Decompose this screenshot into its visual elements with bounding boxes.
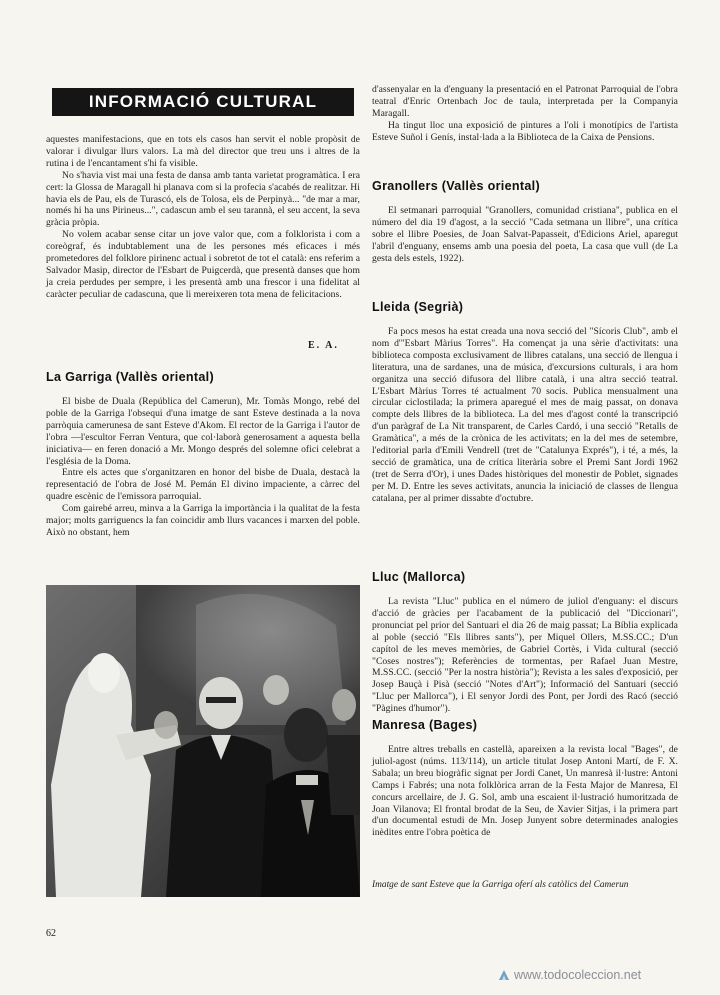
left-intro	[46, 134, 360, 301]
body-paragraph: Fa pocs mesos ha estat creada una nova secció del "Sícoris Club", amb el nom d'"Esbart Màrius Torres". Ha començat ja una sèrie d'activitats: una biblioteca composta exclusivament de llibres catalans, una secció de llengua i literatura, una de sardanes, una de música, d'excursions culturals, i ara hom organitza una secció difusora del llibre català, i una altra secció teatral. L'Esbart Màrius Torres té actualment 70 socis. Publica mensualment una circular ciclostilada; la primera aparegué el mes de maig passat, on donava compte dels llibres de la biblioteca. La del mes d'agost conté la transcripció d'un paràgraf de La Nit transparent, de Carles Cardó, i una secció "Retalls de Gramàtica", a més de la crònica de les activitats; en la del mes de setembre, l'editorial parla d'Emili Vendrell (tret de "Catalunya Exprés"), i té, a més, la secció de gramàtica, una de crítica literària sobre el Premi Sant Jordi 1962 (tret de Serra d'Or), i unes Dades històriques del monestir de Poblet, signades per M. D. Entre les seves activitats, anuncia la iniciació de classes de llengua catalana, per al primer dissabte d'octubre.	[372, 326, 678, 504]
body-paragraph: La revista "Lluc" publica en el número de juliol d'enguany: el discurs d'acció de gràcies per l'acabament de la publicació del "Diccionari", pronunciat pel prior del Santuari el dia 26 de maig passat; La Bíblia explicada al poble (secció "Els llibres sants"), per Miquel Ollers, M.SS.CC.; D'un capítol de les meves memòries, de Gabriel Cortès, i Vida cultural (secció "Coses nostres"); Referències de tormentas, per Rafael Juan Mestre, M.SS.CC. (secció "Per la nostra història"); Revista a les sales d'exposició, per Josep Bauçà i Pisà (secció "Notes d'Art"); Informació del Santuari (secció "Lluc per Mallorca"), i El senyor Jordi des Pont, per Jordi des Racó (secció "Pàgines d'humor").	[372, 596, 678, 715]
photo-caption: Imatge de sant Esteve que la Garriga oferí als catòlics del Camerun	[372, 880, 629, 890]
heading-lluc: Lluc (Mallorca)	[372, 570, 466, 584]
right-intro	[372, 84, 678, 144]
site-watermark	[497, 968, 641, 982]
heading-lleida: Lleida (Segrià)	[372, 300, 464, 314]
page-number: 62	[46, 928, 56, 939]
photo-illustration	[46, 585, 360, 897]
intro-paragraph: No s'havia vist mai una festa de dansa amb tanta varietat programàtica. I era cert: la Glossa de Maragall hi planava com si la profecia s'acabés de realitzar. Hi havia els de Pau, els de Turascó, els de Tolosa, els de Perpinyà... "de mar a mar, només hi ha uns Pirineus...", cadascun amb el seu tarannà, el seu accent, la seva gràcia pròpia.	[46, 169, 360, 229]
heading-manresa: Manresa (Bages)	[372, 718, 478, 732]
heading-granollers: Granollers (Vallès oriental)	[372, 179, 540, 193]
lleida-body	[372, 326, 678, 505]
watermark-logo-icon	[497, 968, 511, 982]
intro-paragraph: No volem acabar sense citar un jove valor que, com a folklorista i com a coreògraf, és indubtablement una de les persones més eficaces i més prometedores del folklore pirinenc actual i sobretot de tot el català: ens referim a Salvador Masip, director de l'Esbart de Puigcerdà, que presentà danses que hom ja creia perdudes per sempre, i les presentà amb una frescor i una fidelitat al caràcter peculiar de cadascuna, que li mereixeren tota mena de felicitacions.	[46, 229, 361, 300]
intro-paragraph: d'assenyalar en la d'enguany la presentació en el Patronat Parroquial de l'obra teatral d'Enric Ortenbach Joc de taula, interpretada per la Companyia Maragall.	[372, 84, 678, 119]
lluc-body	[372, 596, 678, 715]
photo-bishop-statue	[46, 585, 360, 897]
article-signature: E. A.	[308, 340, 339, 351]
intro-paragraph: Ha tingut lloc una exposició de pintures a l'oli i monotípics de l'artista Esteve Suñol i Genís, instal·lada a la Biblioteca de la Caixa de Pensions.	[372, 119, 678, 143]
intro-paragraph: aquestes manifestacions, que en tots els casos han servit el noble propòsit de valorar i divulgar llurs valors. La mà del director que treu uns i altres de la rutina i de l'encantament s'hi fa visible.	[46, 134, 360, 169]
body-paragraph: Entre altres treballs en castellà, apareixen a la revista local "Bages", de juliol-agost (núms. 113/114), un article titulat Josep Antoni Martí, de F. X. Sabala; un breu biogràfic signat per Jordi Canet, Un manresà il·lustre: Antoni Camps i Fabrés; una nota folklòrica arran de la Festa Major de Manresa, El concurs arcellaire, de J. G. Sol, amb una escaient il·lustració humoritzada de Joan Vilanova; El frontal brodat de la Seu, de Xavier Sitjas, i la primera part d'un documental estudi de Mn. Josep Junyent sobre determinades analogies inèdites entre l'obra poètica de	[372, 744, 678, 839]
watermark-text: www.todocoleccion.net	[514, 968, 642, 982]
section-banner: INFORMACIÓ CULTURAL	[52, 88, 354, 116]
body-paragraph: El setmanari parroquial "Granollers, comunidad cristiana", publica en el número del dia 19 d'agost, a la secció "Cada setmana un llibre", una crítica sobre el llibre Poesies, de Joan Salvat-Papasseit, d'Edicions Ariel, aparegut l'abril d'enguany, ensems amb una poesia del poeta, La casa que vull (de La gesta dels estels, 1922).	[372, 205, 678, 264]
body-paragraph: El bisbe de Duala (República del Camerun), Mr. Tomàs Mongo, rebé del poble de la Garriga l'obsequi d'una imatge de sant Esteve destinada a la nova parròquia camerunesa de sant Esteve d'Akom. El rector de la Garriga i l'autor de l'obra —l'escultor Ferran Ventura, que col·laborà generosament a aquesta bella iniciativa— en feren donació a Mr. Mongo després del solemne ofici celebrat a l'església de la Doma.	[46, 396, 360, 467]
manresa-body	[372, 744, 678, 839]
body-paragraph: Com gairebé arreu, minva a la Garriga la importància i la qualitat de la festa major; molts garriguencs la fan coincidir amb llurs vacances i marxen del poble. Això no obstant, hem	[46, 503, 360, 538]
body-paragraph: Entre els actes que s'organitzaren en honor del bisbe de Duala, destacà la representació de l'obra de José M. Pemán El divino impaciente, a càrrec del quadre escènic de l'emissora parroquial.	[46, 467, 360, 503]
la-garriga-body	[46, 396, 360, 539]
granollers-body	[372, 205, 678, 265]
heading-la-garriga: La Garriga (Vallès oriental)	[46, 370, 214, 384]
